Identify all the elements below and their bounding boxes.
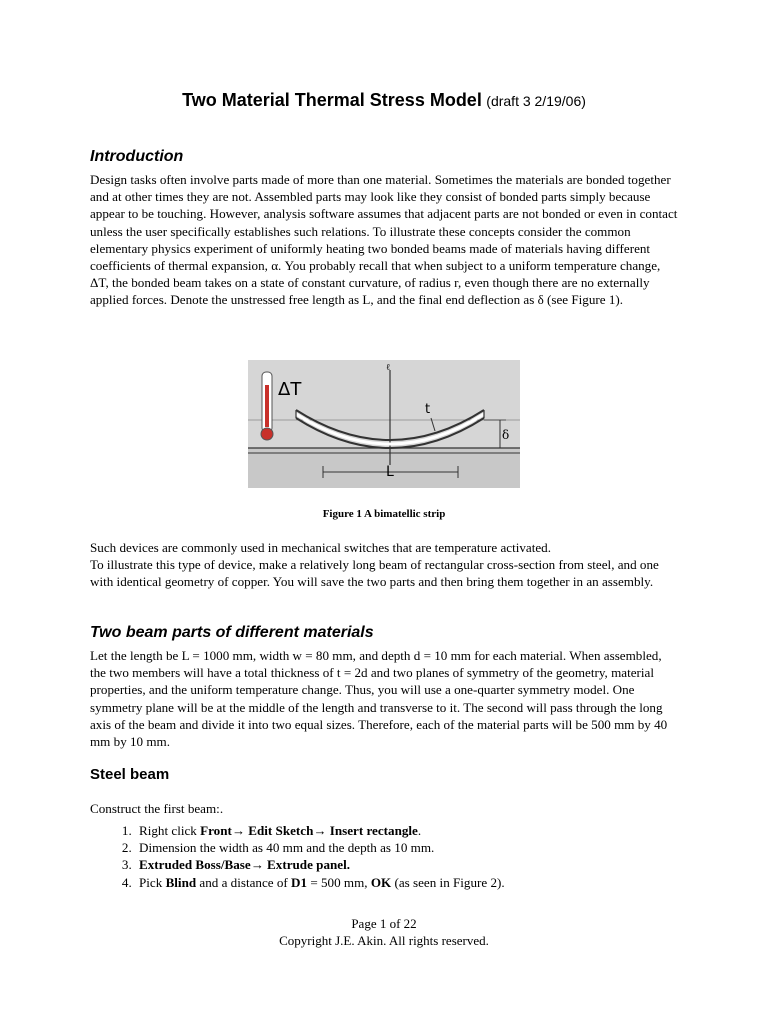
page-number: Page 1 of 22 [351, 916, 417, 931]
title-main: Two Material Thermal Stress Model [182, 90, 482, 110]
steel-steps-list [90, 822, 695, 891]
step-text [139, 875, 505, 890]
intro-paragraph: Design tasks often involve parts made of more than one material. Sometimes the materials are bonded together and at other times they are not. Assembled parts may look like they consist of bonded parts simply because appear to be touching. However, analysis software assumes that adjacent parts are not bonded or even in contact unless the user specifically establishes such relations. To illustrate these concepts consider the common elementary physics experiment of uniformly heating two bonded beams made of materials having different coefficients of thermal expansion, α. You probably recall that when subject to a uniform temperature change, ΔT, the bonded beam takes on a state of constant curvature, of radius r, even though there are no externally applied forces. Denote the unstressed free length as L, and the final end deflection as δ (see Figure 1). [90, 172, 678, 308]
step-bold-text: Edit Sketch [248, 823, 314, 838]
two-beam-heading: Two beam parts of different materials [90, 624, 374, 641]
step-text [139, 840, 434, 855]
step-plain-text: Right click [139, 823, 201, 838]
step-item [135, 839, 695, 856]
step-item [135, 874, 695, 891]
steel-intro: Construct the first beam:. [90, 801, 224, 816]
intro-heading: Introduction [90, 148, 184, 165]
figure-1-bimetallic-strip [248, 360, 520, 488]
step-bold-text: D1 [291, 874, 308, 890]
devices-paragraph: Such devices are commonly used in mechanical switches that are temperature activated. To illustrate this type of device, make a relatively long beam of rectangular cross-section from steel, and one with identical geometry of copper. You will save the two parts and then bring them together in an assembly. [90, 540, 659, 590]
step-text [139, 857, 350, 872]
step-bold-text: Front [200, 823, 232, 838]
thickness-t-label: t [425, 402, 431, 417]
step-item [135, 822, 695, 839]
document-title [90, 90, 678, 111]
step-bold-text: Insert rectangle [329, 823, 418, 838]
step-bold-text: → [250, 857, 264, 873]
delta-t-label: ΔT [278, 379, 302, 400]
step-plain-text: (as seen in Figure 2). [391, 874, 505, 890]
steel-beam-heading: Steel beam [90, 766, 170, 783]
figure-caption: Figure 1 A bimatellic strip [322, 508, 446, 520]
step-bold-text: Extrude panel. [263, 857, 350, 873]
step-plain-text: = 500 mm, [307, 874, 371, 890]
page-footer [90, 915, 678, 949]
title-draft: (draft 3 2/19/06) [486, 93, 586, 109]
step-plain-text: Dimension the width as 40 mm and the depth as 10 mm. [139, 840, 435, 856]
step-text [139, 823, 421, 838]
step-item [135, 856, 695, 873]
centerline-symbol: ℓ [386, 363, 391, 373]
bimetallic-strip-diagram [248, 360, 520, 488]
copyright: Copyright J.E. Akin. All rights reserved. [279, 933, 489, 948]
step-bold-text: Extruded Boss/Base [139, 857, 251, 873]
length-l-label: L [386, 464, 394, 480]
step-bold-text: → [231, 823, 249, 838]
two-beam-paragraph: Let the length be L = 1000 mm, width w = 80 mm, and depth d = 10 mm for each material. When assembled, the two members will have a total thickness of t = 2d and two planes of symmetry of the geometry, material properties, and the uniform temperature change. Thus, you will use a one-quarter symmetry model. One symmetry plane will be at the middle of the length and transverse to it. The second will pass through the long axis of the beam and divide it into two equal sizes. Therefore, each of the material parts will be 500 mm by 40 mm by 10 mm. [90, 648, 668, 750]
step-bold-text: → [313, 823, 330, 838]
deflection-delta-label: δ [502, 428, 510, 442]
step-plain-text: . [417, 823, 422, 838]
step-bold-text: Blind [165, 874, 197, 890]
step-bold-text: OK [370, 874, 392, 890]
step-plain-text: Pick [139, 874, 166, 890]
step-plain-text: and a distance of [196, 874, 292, 890]
